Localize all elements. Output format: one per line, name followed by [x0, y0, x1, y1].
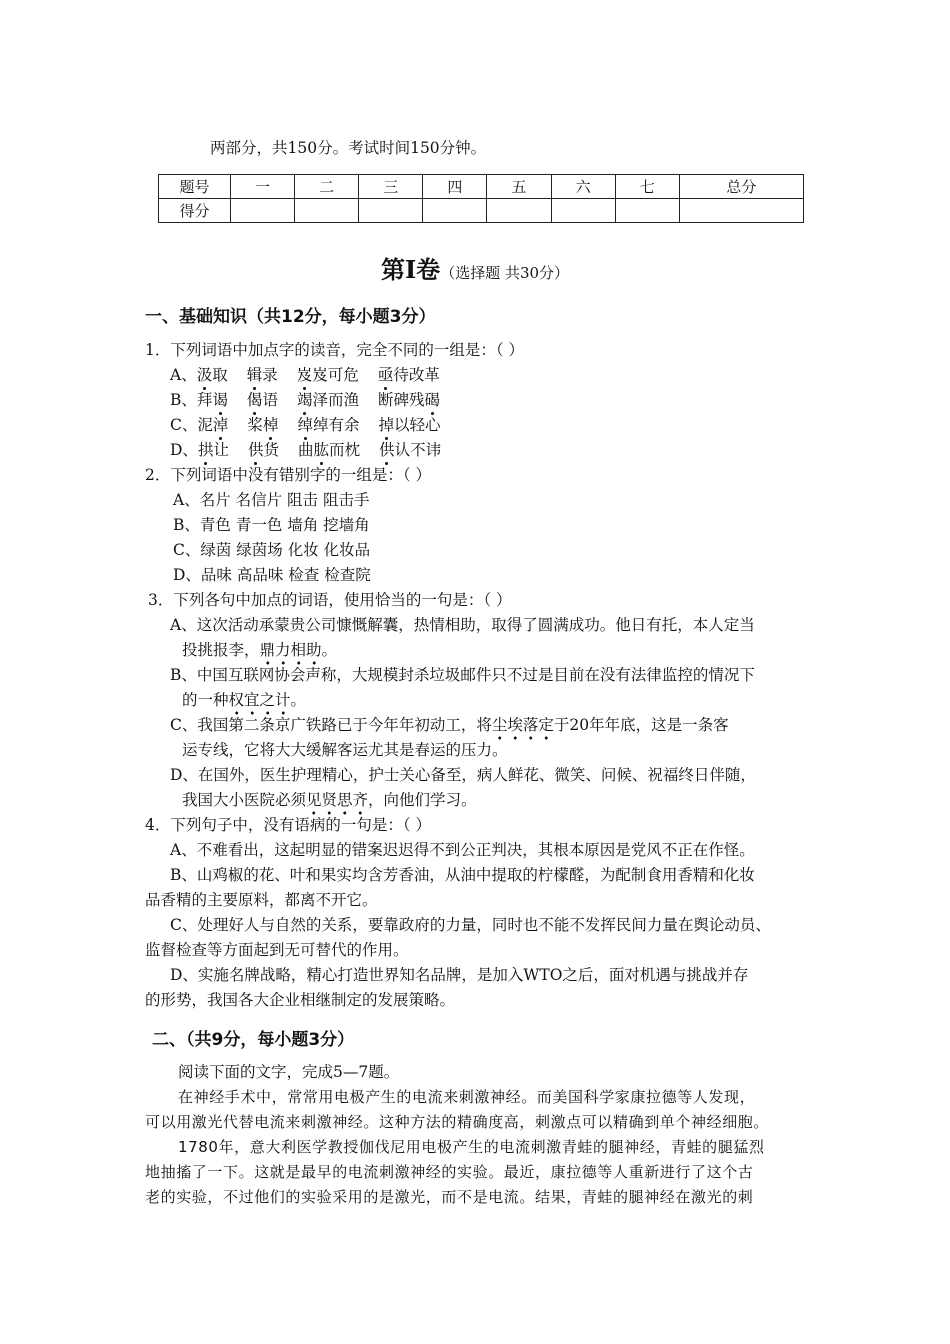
- score-cell[interactable]: [679, 199, 803, 223]
- table-header-cell: 一: [231, 175, 295, 199]
- q2-option-c: C、绿茵 绿茵场 化妆 化妆品: [173, 541, 371, 559]
- intro-text: 两部分，共150分。考试时间150分钟。: [210, 139, 487, 157]
- volume-title-main: 第Ⅰ卷: [380, 255, 441, 284]
- q1-option-b: [170, 389, 440, 411]
- question-4-stem: 4．下列句子中，没有语病的一句是：（ ）: [145, 816, 432, 834]
- q3-option-d-line1: D、在国外，医生护理精心，护士关心备至，病人鲜花、微笑、问候、祝福终日伴随，: [170, 766, 756, 784]
- q4-option-d-line2: 的形势，我国各大企业相继制定的发展策略。: [145, 991, 456, 1009]
- table-header-cell: 七: [615, 175, 679, 199]
- option-prefix: B、: [170, 391, 197, 409]
- q4-option-b-line1: B、山鸡椒的花、叶和果实均含芳香油，从油中提取的柠檬醛，为配制食用香精和化妆: [170, 866, 755, 884]
- word-rest: 货: [263, 441, 279, 459]
- table-header-cell: 五: [487, 175, 551, 199]
- text-run: 投挑报李，: [182, 641, 260, 659]
- table-header-cell: 题号: [159, 175, 231, 199]
- option-prefix: C、: [170, 416, 198, 434]
- word-rest: 以轻心: [393, 416, 441, 434]
- passage-line: 可以用激光代替电流来刺激神经。这种方法的精确度高，刺激点可以精确到单个神经细胞。: [145, 1113, 770, 1131]
- option-prefix: A、: [170, 366, 197, 384]
- q4-option-c-line1: C、处理好人与自然的关系，要靠政府的力量，同时也不能不发挥民间力量在舆论动员、: [170, 916, 771, 934]
- dotted-char: 淖: [212, 416, 229, 434]
- word-rest: 泽而渔: [312, 391, 359, 409]
- score-cell[interactable]: [423, 199, 487, 223]
- dotted-char: 竭: [296, 391, 313, 409]
- text-run: ，向他们学习。: [368, 791, 477, 809]
- q4-option-a: A、不难看出，这起明显的错案迟迟得不到公正判决，其根本原因是党风不正在作怪。: [170, 841, 755, 859]
- text-run: 于20年年底，这是一条客: [553, 716, 729, 734]
- dotted-word: 权宜之计: [229, 689, 291, 715]
- q4-option-b-line2: 品香精的主要原料，都离不开它。: [145, 891, 378, 909]
- dotted-char: 碣: [424, 391, 441, 409]
- dotted-char: 供: [247, 441, 264, 459]
- dotted-char: 棹: [262, 416, 279, 434]
- score-table: [158, 174, 804, 223]
- q1-option-c: [170, 414, 441, 436]
- word-rest: 取: [212, 366, 228, 384]
- volume-title-sub: （选择题 共30分）: [440, 264, 570, 282]
- q1-option-d: [170, 439, 441, 461]
- dotted-char: 偈: [246, 391, 263, 409]
- word-rest: 桨: [247, 416, 263, 434]
- score-table-score-row: [159, 199, 804, 223]
- table-header-cell: 三: [359, 175, 423, 199]
- option-prefix: D、: [170, 441, 198, 459]
- passage-line: 1780年，意大利医学教授伽伐尼用电极产生的电流刺激青蛙的腿神经，青蛙的腿猛烈: [178, 1138, 765, 1156]
- passage-line: 地抽搐了一下。这就是最早的电流刺激神经的实验。最近，康拉德等人重新进行了这个古: [145, 1163, 754, 1181]
- q1-option-a: [170, 364, 440, 386]
- word-rest: 拜: [196, 391, 213, 409]
- word-rest: 录: [262, 366, 278, 384]
- volume-title: [0, 250, 950, 285]
- table-header-cell: 四: [423, 175, 487, 199]
- section-1-title: 一、基础知识（共12分，每小题3分）: [145, 307, 436, 327]
- word-rest: 让: [213, 441, 229, 459]
- score-cell[interactable]: [295, 199, 359, 223]
- word-rest: 泥: [197, 416, 213, 434]
- text-run: C、我国第二条京广铁路已于今年年初动工，将: [170, 716, 492, 734]
- word-rest: 断碑残: [377, 391, 425, 409]
- q3-option-a-line1: A、这次活动承蒙贵公司慷慨解囊，热情相助，取得了圆满成功。他日有托，本人定当: [170, 616, 755, 634]
- word-rest: 而枕: [329, 441, 361, 459]
- q3-option-d-line2: [182, 789, 477, 811]
- passage-line: 在神经手术中，常常用电极产生的电流来刺激神经。而美国科学家康拉德等人发现，: [178, 1088, 756, 1106]
- q3-option-c-line2: 运专线，它将大大缓解客运尤其是春运的压力。: [182, 741, 508, 759]
- dotted-char: 谒: [212, 391, 228, 409]
- section-2-title: 二、（共9分，每小题3分）: [152, 1030, 355, 1050]
- dotted-char: 辑: [246, 366, 263, 384]
- score-cell[interactable]: [615, 199, 679, 223]
- word-rest: 岌可危: [312, 366, 359, 384]
- dotted-char: 亟: [377, 366, 394, 384]
- dotted-word: 鼎力相助: [260, 639, 322, 665]
- q2-option-a: A、名片 名信片 阻击 阻击手: [173, 491, 370, 509]
- dotted-char: 汲: [196, 366, 213, 384]
- q3-option-a-line2: [182, 639, 337, 661]
- q2-option-d: D、品味 高品味 检查 检查院: [173, 566, 371, 584]
- q4-option-c-line2: 监督检查等方面起到无可替代的作用。: [145, 941, 409, 959]
- question-1-stem: 1．下列词语中加点字的读音，完全不同的一组是：（ ）: [145, 341, 525, 359]
- reading-instruction: 阅读下面的文字，完成5—7题。: [178, 1063, 400, 1081]
- text-run: 。: [290, 691, 307, 709]
- word-rest: 曲: [298, 441, 314, 459]
- score-cell[interactable]: [359, 199, 423, 223]
- score-cell[interactable]: [487, 199, 551, 223]
- table-header-cell: 六: [551, 175, 615, 199]
- dotted-word: 见贤思齐: [306, 789, 368, 815]
- dotted-char: 供: [379, 441, 395, 459]
- word-rest: 待改革: [393, 366, 440, 384]
- table-header-cell: 二: [295, 175, 359, 199]
- score-cell[interactable]: [231, 199, 295, 223]
- dotted-word: 尘埃落定: [492, 714, 554, 740]
- q2-option-b: B、青色 青一色 墙角 挖墙角: [173, 516, 370, 534]
- score-cell[interactable]: [551, 199, 615, 223]
- q3-option-b-line2: [182, 689, 306, 711]
- passage-line: 老的实验，不过他们的实验采用的是激光，而不是电流。结果，青蛙的腿神经在激光的刺: [145, 1188, 754, 1206]
- q3-option-b-line1: B、中国互联网协会声称，大规模封杀垃圾邮件只不过是目前在没有法律监控的情况下: [170, 666, 755, 684]
- question-3-stem: 3．下列各句中加点的词语，使用恰当的一句是：（ ）: [148, 591, 512, 609]
- q3-option-c-line1: [170, 714, 729, 736]
- word-rest: 绰有余: [312, 416, 360, 434]
- dotted-char: 绰: [297, 416, 313, 434]
- word-rest: 语: [262, 391, 278, 409]
- dotted-char: 掉: [378, 416, 394, 434]
- word-rest: 认不讳: [394, 441, 442, 459]
- table-header-cell: 总分: [679, 175, 803, 199]
- text-run: 。: [321, 641, 338, 659]
- text-run: 我国大小医院必须: [182, 791, 307, 809]
- question-2-stem: 2．下列词语中没有错别字的一组是：（ ）: [145, 466, 432, 484]
- dotted-char: 肱: [313, 441, 330, 459]
- score-row-label: 得分: [159, 199, 231, 223]
- text-run: 的一种: [182, 691, 229, 709]
- q4-option-d-line1: D、实施名牌战略，精心打造世界知名品牌，是加入WTO之后，面对机遇与挑战并存: [170, 966, 749, 984]
- dotted-char: 岌: [296, 366, 313, 384]
- score-table-header-row: [159, 175, 804, 199]
- dotted-char: 拱: [197, 441, 214, 459]
